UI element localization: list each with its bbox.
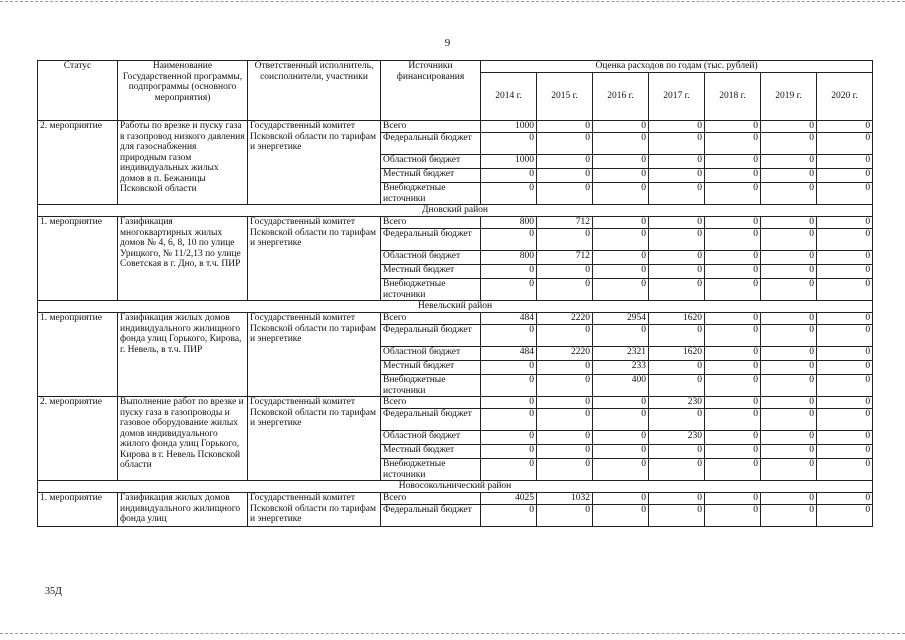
row-source: Федеральный бюджет: [381, 133, 481, 155]
row-value: 0: [817, 361, 873, 375]
table-row: [38, 217, 873, 229]
row-value: 0: [537, 229, 593, 251]
row-value: 0: [761, 431, 817, 445]
row-value: 0: [649, 409, 705, 431]
row-value: 0: [481, 361, 537, 375]
row-value: 0: [481, 505, 537, 527]
header-name: Наименование Государственной программы, подпрограммы (основного мероприятия): [118, 61, 248, 121]
header-year: 2020 г.: [817, 73, 873, 121]
row-value: 2220: [537, 347, 593, 361]
row-value: 0: [649, 325, 705, 347]
row-value: 1620: [649, 313, 705, 325]
row-value: 0: [817, 133, 873, 155]
row-value: 712: [537, 251, 593, 265]
row-value: 0: [593, 229, 649, 251]
row-value: 0: [593, 183, 649, 205]
row-executor: Государственный комитет Псковской области по тарифам и энергетике: [248, 493, 381, 527]
row-value: 0: [593, 409, 649, 431]
row-value: 0: [537, 431, 593, 445]
row-value: 0: [705, 409, 761, 431]
row-value: 0: [761, 325, 817, 347]
row-value: 0: [481, 431, 537, 445]
row-value: 0: [649, 361, 705, 375]
row-source: Местный бюджет: [381, 361, 481, 375]
row-value: 0: [705, 121, 761, 133]
row-source: Внебюджетные источники: [381, 459, 481, 481]
row-value: 800: [481, 251, 537, 265]
row-value: 0: [705, 445, 761, 459]
row-executor: Государственный комитет Псковской области по тарифам и энергетике: [248, 121, 381, 205]
table-row: [38, 397, 873, 409]
header-estimate: Оценка расходов по годам (тыс. рублей): [481, 61, 873, 73]
row-value: 0: [817, 229, 873, 251]
row-source: Областной бюджет: [381, 347, 481, 361]
row-source: Всего: [381, 121, 481, 133]
row-value: 0: [593, 155, 649, 169]
header-sources: Источники финансирования: [381, 61, 481, 121]
region-row: [38, 301, 873, 313]
row-value: 0: [761, 409, 817, 431]
row-value: 0: [761, 313, 817, 325]
row-value: 0: [593, 505, 649, 527]
row-source: Местный бюджет: [381, 445, 481, 459]
header-year: 2016 г.: [593, 73, 649, 121]
row-value: 0: [481, 279, 537, 301]
page-number: 9: [444, 37, 451, 49]
row-value: 0: [817, 121, 873, 133]
row-status: 1. мероприятие: [38, 217, 118, 301]
row-value: 0: [537, 265, 593, 279]
row-value: 0: [761, 133, 817, 155]
row-value: 0: [593, 325, 649, 347]
row-value: 0: [761, 217, 817, 229]
row-value: 0: [761, 169, 817, 183]
row-value: 0: [817, 409, 873, 431]
row-value: 0: [593, 459, 649, 481]
row-value: 0: [817, 347, 873, 361]
row-value: 0: [481, 133, 537, 155]
row-value: 2321: [593, 347, 649, 361]
row-name: Газификация жилых домов индивидуального жилищного фонда улиц Горького, Кирова, г. Невель, в т.ч. ПИР: [118, 313, 248, 397]
row-value: 0: [593, 431, 649, 445]
row-name: Выполнение работ по врезке и пуску газа в газопроводы и газовое оборудование жилых домов индивидуального жилого фонда улиц Горького, Кирова в г. Невель Псковской области: [118, 397, 248, 481]
row-value: 0: [481, 409, 537, 431]
row-value: 0: [537, 121, 593, 133]
row-value: 0: [537, 505, 593, 527]
row-value: 0: [761, 445, 817, 459]
row-value: 0: [649, 155, 705, 169]
row-name: Работы по врезке и пуску газа в газопровод низкого давления для газоснабжения природным газом индивидуальных жилых домов в п. Бежаницы Псковской области: [118, 121, 248, 205]
row-value: 0: [761, 375, 817, 397]
bottom-border-line: [0, 633, 905, 634]
row-value: 0: [761, 347, 817, 361]
row-value: 0: [481, 265, 537, 279]
row-value: 0: [705, 493, 761, 505]
row-value: 0: [537, 445, 593, 459]
row-value: 0: [593, 121, 649, 133]
row-value: 0: [481, 169, 537, 183]
region-title: Новосокольнический район: [38, 481, 873, 493]
top-border-line: [0, 1, 905, 2]
row-value: 0: [593, 251, 649, 265]
row-value: 0: [593, 445, 649, 459]
row-value: 0: [537, 155, 593, 169]
row-source: Местный бюджет: [381, 169, 481, 183]
row-source: Всего: [381, 493, 481, 505]
row-value: 0: [761, 183, 817, 205]
row-value: 0: [817, 265, 873, 279]
region-title: Дновский район: [38, 205, 873, 217]
row-value: 0: [593, 397, 649, 409]
row-value: 0: [649, 459, 705, 481]
row-value: 0: [649, 169, 705, 183]
row-value: 0: [481, 183, 537, 205]
row-value: 230: [649, 397, 705, 409]
expenditure-table: [37, 60, 873, 527]
row-value: 0: [705, 265, 761, 279]
row-value: 0: [761, 279, 817, 301]
row-value: 0: [705, 169, 761, 183]
header-year: 2019 г.: [761, 73, 817, 121]
row-value: 0: [649, 505, 705, 527]
row-value: 0: [481, 375, 537, 397]
header-row: [38, 61, 873, 73]
row-value: 0: [817, 155, 873, 169]
row-value: 0: [537, 409, 593, 431]
table-row: [38, 313, 873, 325]
row-value: 0: [761, 265, 817, 279]
row-value: 0: [593, 133, 649, 155]
header-year: 2015 г.: [537, 73, 593, 121]
row-value: 0: [537, 325, 593, 347]
row-value: 400: [593, 375, 649, 397]
row-value: 0: [761, 505, 817, 527]
row-value: 2220: [537, 313, 593, 325]
row-value: 0: [593, 265, 649, 279]
row-value: 0: [481, 397, 537, 409]
row-value: 0: [817, 431, 873, 445]
row-value: 0: [481, 459, 537, 481]
row-value: 0: [817, 325, 873, 347]
row-source: Федеральный бюджет: [381, 505, 481, 527]
row-value: 0: [649, 493, 705, 505]
row-source: Всего: [381, 397, 481, 409]
row-value: 0: [761, 121, 817, 133]
row-value: 0: [705, 397, 761, 409]
row-value: 0: [705, 313, 761, 325]
row-value: 0: [761, 229, 817, 251]
row-value: 0: [761, 459, 817, 481]
row-status: 1. мероприятие: [38, 493, 118, 527]
row-value: 484: [481, 313, 537, 325]
row-value: 0: [649, 279, 705, 301]
row-value: 0: [649, 445, 705, 459]
row-value: 0: [817, 279, 873, 301]
row-value: 0: [537, 279, 593, 301]
row-value: 0: [649, 183, 705, 205]
region-row: [38, 205, 873, 217]
region-row: [38, 481, 873, 493]
row-executor: Государственный комитет Псковской области по тарифам и энергетике: [248, 397, 381, 481]
row-value: 0: [705, 361, 761, 375]
row-value: 0: [817, 313, 873, 325]
row-value: 0: [537, 459, 593, 481]
row-value: 0: [817, 375, 873, 397]
row-value: 0: [817, 505, 873, 527]
row-value: 712: [537, 217, 593, 229]
row-value: 1620: [649, 347, 705, 361]
row-value: 0: [705, 133, 761, 155]
header-executor: Ответственный исполнитель, соисполнители, участники: [248, 61, 381, 121]
header-year: 2018 г.: [705, 73, 761, 121]
row-source: Внебюджетные источники: [381, 279, 481, 301]
row-value: 230: [649, 431, 705, 445]
row-name: Газификация жилых домов индивидуального жилищного фонда улиц: [118, 493, 248, 527]
row-value: 0: [593, 217, 649, 229]
row-value: 4025: [481, 493, 537, 505]
row-value: 0: [705, 155, 761, 169]
row-value: 0: [649, 375, 705, 397]
row-value: 0: [593, 279, 649, 301]
row-status: 2. мероприятие: [38, 397, 118, 481]
header-year: 2014 г.: [481, 73, 537, 121]
row-value: 0: [537, 133, 593, 155]
row-source: Местный бюджет: [381, 265, 481, 279]
row-value: 0: [705, 347, 761, 361]
row-value: 1032: [537, 493, 593, 505]
row-value: 1000: [481, 155, 537, 169]
row-value: 2954: [593, 313, 649, 325]
row-value: 484: [481, 347, 537, 361]
table-row: [38, 493, 873, 505]
row-value: 0: [537, 397, 593, 409]
row-executor: Государственный комитет Псковской области по тарифам и энергетике: [248, 217, 381, 301]
row-value: 0: [761, 361, 817, 375]
table-row: [38, 121, 873, 133]
row-value: 0: [705, 229, 761, 251]
row-value: 0: [817, 445, 873, 459]
row-source: Внебюджетные источники: [381, 375, 481, 397]
row-value: 0: [705, 251, 761, 265]
row-source: Всего: [381, 217, 481, 229]
row-source: Областной бюджет: [381, 251, 481, 265]
row-value: 0: [537, 361, 593, 375]
row-executor: Государственный комитет Псковской области по тарифам и энергетике: [248, 313, 381, 397]
row-value: 0: [705, 375, 761, 397]
row-status: 1. мероприятие: [38, 313, 118, 397]
row-source: Всего: [381, 313, 481, 325]
row-value: 233: [593, 361, 649, 375]
row-value: 0: [481, 445, 537, 459]
row-value: 0: [649, 265, 705, 279]
row-source: Внебюджетные источники: [381, 183, 481, 205]
row-value: 0: [649, 133, 705, 155]
row-value: 0: [593, 493, 649, 505]
row-value: 0: [705, 217, 761, 229]
row-source: Федеральный бюджет: [381, 229, 481, 251]
row-value: 0: [761, 251, 817, 265]
row-value: 800: [481, 217, 537, 229]
row-source: Областной бюджет: [381, 155, 481, 169]
row-value: 0: [817, 217, 873, 229]
row-value: 0: [817, 397, 873, 409]
row-value: 0: [817, 183, 873, 205]
row-value: 1000: [481, 121, 537, 133]
row-status: 2. мероприятие: [38, 121, 118, 205]
row-value: 0: [649, 217, 705, 229]
row-value: 0: [761, 397, 817, 409]
row-value: 0: [649, 121, 705, 133]
row-value: 0: [705, 505, 761, 527]
row-value: 0: [481, 229, 537, 251]
row-value: 0: [817, 459, 873, 481]
row-value: 0: [705, 431, 761, 445]
row-value: 0: [761, 493, 817, 505]
row-source: Федеральный бюджет: [381, 409, 481, 431]
row-name: Газификация многоквартирных жилых домов № 4, 6, 8, 10 по улице Урицкого, № 11/2,13 по улице Советская в г. Дно, в т.ч. ПИР: [118, 217, 248, 301]
footer-code: 35Д: [45, 586, 62, 597]
row-value: 0: [481, 325, 537, 347]
row-value: 0: [817, 251, 873, 265]
header-status: Статус: [38, 61, 118, 121]
row-value: 0: [705, 459, 761, 481]
row-value: 0: [817, 493, 873, 505]
row-value: 0: [649, 229, 705, 251]
row-value: 0: [537, 183, 593, 205]
row-source: Областной бюджет: [381, 431, 481, 445]
row-value: 0: [649, 251, 705, 265]
region-title: Невельский район: [38, 301, 873, 313]
row-source: Федеральный бюджет: [381, 325, 481, 347]
row-value: 0: [817, 169, 873, 183]
row-value: 0: [705, 279, 761, 301]
header-year: 2017 г.: [649, 73, 705, 121]
row-value: 0: [537, 375, 593, 397]
row-value: 0: [593, 169, 649, 183]
row-value: 0: [537, 169, 593, 183]
row-value: 0: [705, 183, 761, 205]
row-value: 0: [705, 325, 761, 347]
row-value: 0: [761, 155, 817, 169]
